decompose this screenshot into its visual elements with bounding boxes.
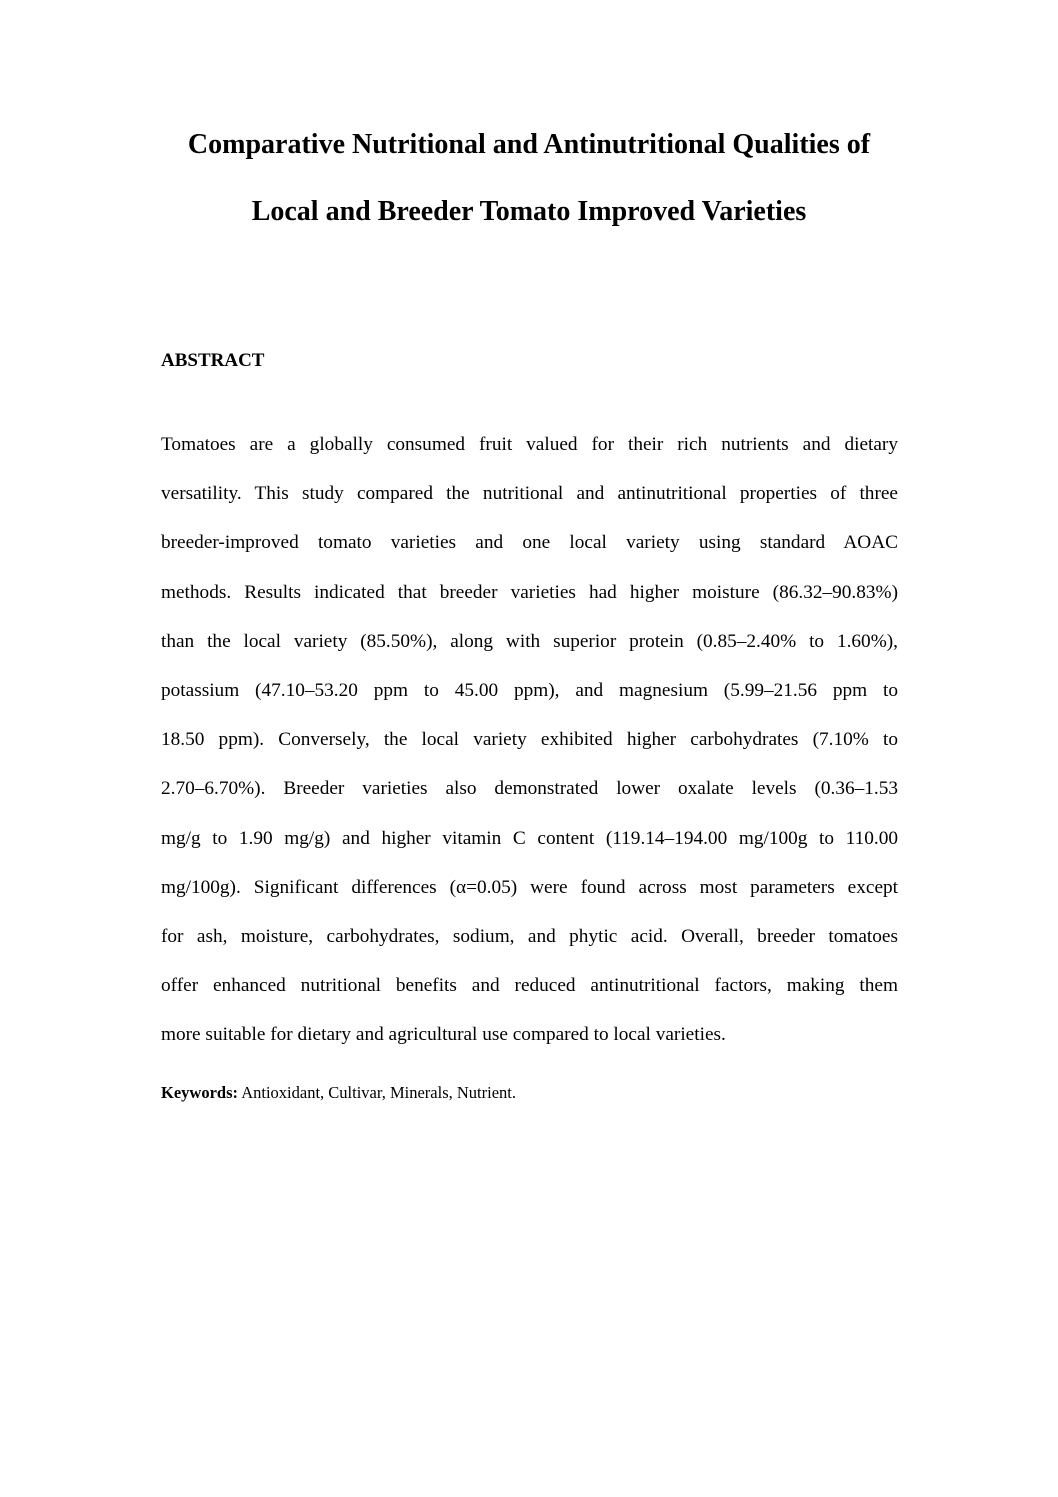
abstract-line: methods. Results indicated that breeder varieties had higher moisture (86.32–90.83%)	[161, 581, 898, 603]
keywords	[161, 1083, 516, 1103]
abstract-line: offer enhanced nutritional benefits and reduced antinutritional factors, making them	[161, 975, 898, 997]
abstract-line: breeder-improved tomato varieties and one local variety using standard AOAC	[161, 532, 898, 554]
abstract-line: than the local variety (85.50%), along with superior protein (0.85–2.40% to 1.60%),	[161, 630, 898, 652]
abstract-body	[161, 420, 898, 1060]
paper-title-line-2: Local and Breeder Tomato Improved Varieties	[251, 196, 807, 227]
abstract-line: mg/100g). Significant differences (α=0.05) were found across most parameters except	[161, 876, 898, 898]
abstract-line: 18.50 ppm). Conversely, the local variety exhibited higher carbohydrates (7.10% to	[161, 729, 898, 751]
paper-title-line-1: Comparative Nutritional and Antinutritional Qualities of	[187, 129, 871, 160]
abstract-heading: ABSTRACT	[161, 350, 265, 371]
abstract-line: mg/g to 1.90 mg/g) and higher vitamin C content (119.14–194.00 mg/100g to 110.00	[161, 827, 898, 849]
abstract-line: versatility. This study compared the nutritional and antinutritional properties of three	[161, 483, 898, 505]
abstract-line: 2.70–6.70%). Breeder varieties also demonstrated lower oxalate levels (0.36–1.53	[161, 778, 898, 800]
abstract-line: potassium (47.10–53.20 ppm to 45.00 ppm), and magnesium (5.99–21.56 ppm to	[161, 680, 898, 702]
abstract-line: more suitable for dietary and agricultural use compared to local varieties.	[161, 1024, 726, 1046]
abstract-line: for ash, moisture, carbohydrates, sodium, and phytic acid. Overall, breeder tomatoes	[161, 926, 898, 948]
keywords-label: Keywords:	[161, 1083, 238, 1102]
keywords-text: Antioxidant, Cultivar, Minerals, Nutrient.	[238, 1083, 516, 1102]
abstract-line: Tomatoes are a globally consumed fruit valued for their rich nutrients and dietary	[161, 434, 898, 455]
